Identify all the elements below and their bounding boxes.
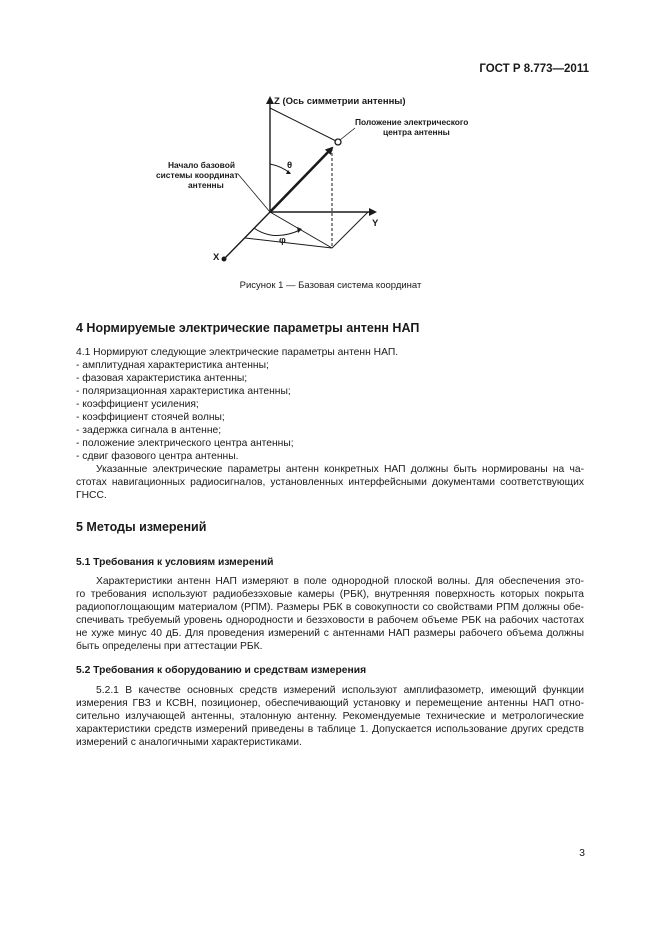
list-item: - сдвиг фазового центра антенны. bbox=[76, 451, 239, 462]
subsection-5-1-line: не хуже минус 40 дБ. Для проведения измерений с антеннами НАП размеры рабочего объема должны bbox=[76, 628, 584, 639]
y-axis-label: Y bbox=[372, 218, 379, 229]
list-item: - амплитудная характеристика антенны; bbox=[76, 360, 269, 371]
subsection-5-1-line: Характеристики антенн НАП измеряют в поле однородной плоской волны. Для обеспечения это- bbox=[96, 576, 584, 587]
section-5-title: 5 Методы измерений bbox=[76, 520, 207, 534]
section-4-title: 4 Нормируемые электрические параметры антенн НАП bbox=[76, 321, 420, 335]
origin-label-line-1: Начало базовой bbox=[168, 160, 235, 170]
list-item: - положение электрического центра антенны; bbox=[76, 438, 294, 449]
coordinate-system-figure bbox=[150, 88, 490, 273]
list-item: - поляризационная характеристика антенны; bbox=[76, 386, 291, 397]
origin-label-line-2: системы координат bbox=[156, 170, 239, 180]
section-4-para-line: ГНСС. bbox=[76, 490, 107, 501]
subsection-5-1-line: быть определены при аттестации РБК. bbox=[76, 641, 263, 652]
section-4-para-line: стотах навигационных радиосигналов, установленных интерфейсными документами соответствующих bbox=[76, 477, 584, 488]
parallelogram-front bbox=[245, 238, 332, 248]
phi-label: φ bbox=[279, 235, 286, 246]
subsection-5-2-line: 5.2.1 В качестве основных средств измерений используют амплифазометр, имеющий функции bbox=[96, 685, 584, 696]
phi-arc bbox=[254, 228, 300, 236]
subsection-5-2-line: измерений с аналогичными характеристиками. bbox=[76, 737, 302, 748]
x-axis-label: X bbox=[213, 252, 220, 263]
x-axis bbox=[225, 212, 270, 258]
z-to-center-line bbox=[270, 108, 336, 141]
list-item: - фазовая характеристика антенны; bbox=[76, 373, 248, 384]
coordinate-diagram bbox=[150, 88, 490, 273]
radius-vector bbox=[270, 148, 332, 212]
document-code: ГОСТ Р 8.773—2011 bbox=[479, 63, 589, 75]
subsection-5-1-line: спечивать требуемый уровень однородности и безэховости в рабочем объеме РБК на рабочих частотах bbox=[76, 615, 584, 626]
x-axis-end-marker bbox=[222, 257, 227, 262]
subsection-5-2-line: характеристики средств измерений приведены в таблице 1. Допускается использование других средств bbox=[76, 724, 584, 735]
center-leader-line bbox=[340, 128, 355, 140]
origin-label-line-3: антенны bbox=[188, 180, 224, 190]
center-label-line-1: Положение электрического bbox=[355, 117, 469, 127]
subsection-5-1-line: го требования используют радиобезэховые камеры (РБК), внутренняя поверхность которых покрыта bbox=[76, 589, 584, 600]
section-4-para-line: Указанные электрические параметры антенн конкретных НАП должны быть нормированы на ча- bbox=[96, 464, 584, 475]
center-label-line-2: центра антенны bbox=[383, 127, 450, 137]
figure-caption: Рисунок 1 — Базовая система координат bbox=[239, 280, 422, 291]
subsection-5-2-line: измерения ГВЗ и КСВН, позиционер, обеспечивающий установку и перемещение антенны НАП отно- bbox=[76, 698, 584, 709]
parallelogram-right bbox=[332, 212, 368, 248]
list-item: - задержка сигнала в антенне; bbox=[76, 425, 222, 436]
z-axis-label: Z (Ось симметрии антенны) bbox=[274, 96, 406, 107]
list-item: - коэффициент усиления; bbox=[76, 399, 199, 410]
subsection-5-1-title: 5.1 Требования к условиям измерений bbox=[76, 557, 274, 568]
subsection-5-2-title: 5.2 Требования к оборудованию и средствам измерения bbox=[76, 665, 367, 676]
subsection-5-2-line: сительно излучающей антенны, эталонную антенну. Рекомендуемые технические и метрологические bbox=[76, 711, 584, 722]
page-number: 3 bbox=[579, 847, 585, 859]
origin-leader-line bbox=[238, 174, 270, 212]
theta-label: θ bbox=[287, 160, 293, 171]
section-4-intro: 4.1 Нормируют следующие электрические параметры антенн НАП. bbox=[76, 347, 399, 358]
subsection-5-1-line: радиопоглощающим материалом (РПМ). Размеры РБК в совокупности со свойствами РПМ должны обе- bbox=[76, 602, 584, 613]
list-item: - коэффициент стоячей волны; bbox=[76, 412, 225, 423]
